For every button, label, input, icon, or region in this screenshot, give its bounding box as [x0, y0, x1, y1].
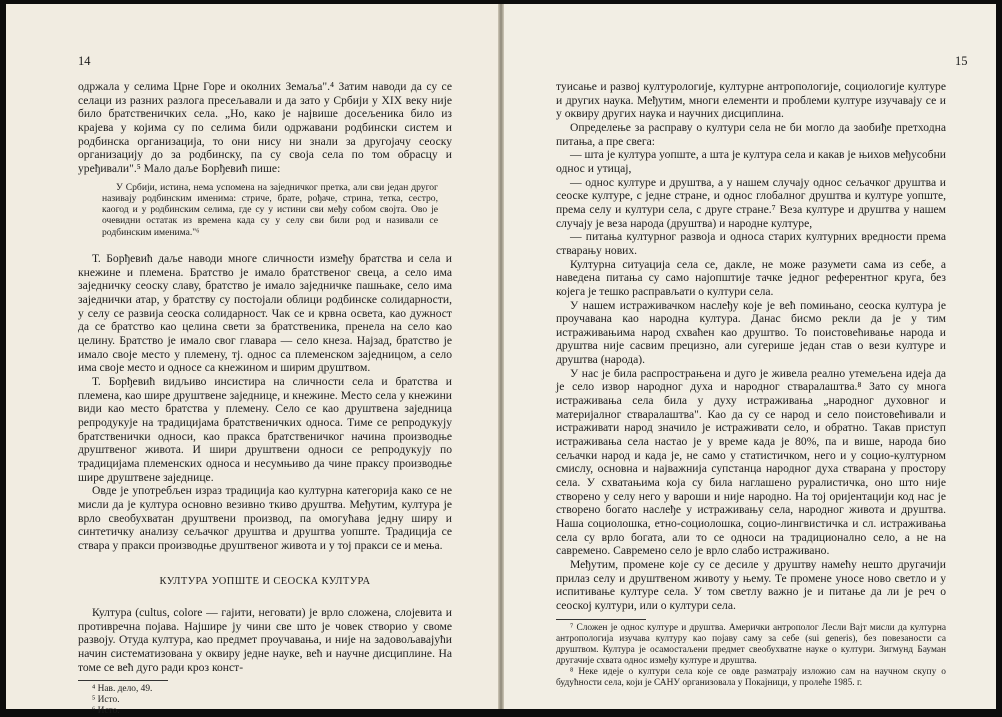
left-page-body — [78, 80, 452, 717]
left-page — [6, 4, 498, 717]
paragraph: Културна ситуација села се, дакле, не може разумети сама из себе, а наведена питања су само најопштије тачке једног референтног круга, без којега је тешко расправљати о култури села. — [556, 257, 946, 298]
paragraph: Међутим, промене које су се десиле у друштву намећу нешто другачији прилаз селу и друштвеном животу у њему. Те промене уносе ново светло и у испитивање културе села. У том светлу важно је и питање да ли је реч о сеоској култури, или о култури села. — [556, 557, 946, 612]
footnote: ⁸ Неке идеје о култури села које се овде разматрају изложио сам на научном скупу о будућности села, који је САНУ организовала у Покајници, у пролеће 1985. г. — [556, 666, 946, 688]
list-item: — однос културе и друштва, а у нашем случају однос сељачког друштва и сеоске културе, с једне стране, и однос глобалног друштва и културе уопште, према селу и култури села, с друге стране.⁷ Веза културе и друштва у нашем случају је веза народа (друштва) и народне културе, — [556, 175, 946, 230]
page-number: 14 — [78, 54, 91, 68]
paragraph: Култура (cultus, colore — гајити, неговати) је врло сложена, слојевита и противречна појава. Најшире ју чини све што је човек створио у своме развоју. Отуда култура, као предмет проучавања, и није на задовољавајући начин систематизована у оквиру једне науке, већ и научне дисциплине. На томе се већ дуго ради кроз конст- — [78, 606, 452, 674]
paragraph: У нашем истраживачком наслеђу које је већ помињано, сеоска култура је проучавана као народна култура. Данас бисмо рекли да је у тим истраживањима народ схваћен као друштво. То поистовећивање народа и друштва није сасвим прецизно, али сугерише један став о вези културе и друштва (народа). — [556, 298, 946, 367]
section-heading: КУЛТУРА УОПШТЕ И СЕОСКА КУЛТУРА — [159, 575, 371, 587]
paragraph: Определење за расправу о култури села не би могло да заобиђе претходна питања, а пре свега: — [556, 120, 946, 148]
paragraph: Овде је употребљен израз традиција као културна категорија како се не мисли да је култура основно везивно ткиво друштва. Међутим, култура је врло свеобухватан друштвени производ, па омогућава једну ширу и синтетичку анализу сељачког друштва и друштва уопште. Традиција се ствара у пракси производње друштвеног живота и у тој пракси се и мења. — [78, 484, 452, 552]
footnote: ⁵ Исто. — [92, 695, 120, 706]
list-item: — питања културног развоја и односа старих културних вредности према стварању нових. — [556, 230, 946, 257]
footnote: ⁷ Сложен је однос културе и друштва. Амерички антрополог Лесли Вајт мисли да културна антропологија изучава културу као појаву саму за себе (sui generis), без повезаности са друштвом. Култура је осамостаљени предмет свеобухватне науке о култури. Зигмунд Бауман другачије схвата однос између културе и друштва. — [556, 622, 946, 666]
right-page — [504, 4, 996, 709]
footnote: ⁶ Исто. — [92, 706, 120, 717]
list-item: — шта је култура уопште, а шта је култура села и какав је њихов међусобни однос и утицај, — [556, 148, 946, 175]
footnote: ⁴ Нав. дело, 49. — [92, 684, 153, 695]
footnote-rule — [78, 680, 168, 681]
page-number: 15 — [955, 54, 968, 68]
paragraph: Т. Борђевић даље наводи многе сличности између братства и села и кнежине и племена. Братство је имало братственог свеца, а село има заједничку сеоску славу, братство је имало заједничке пашњаке, село има заједнички атар, у братству су постојали облици родбинске солидарности, у селу се развија сеоска солидарност. Чак се и крвна освета, као дужност да се братство као целина свети за братственика, пренела на село као целину. Братство је имало свог главара — село кнеза. Најзад, братство је имало своје место у племену, тј. однос са племенском заједницом, а село има своје место и односе са кнежином и ширим друштвом. — [78, 252, 452, 375]
paragraph: одржала у селима Црне Горе и околних Земаља".⁴ Затим наводи да су се селаци из разних разлога пресељавали и да зато у Србији у XIX веку није било братственичких села. „Но, како је највише досељеника било из крајева у којима су по селима били одржавани родбински систем и родбинска организација, то они нису ни знали за другојачу сеоску организацију до за родбинску, па су своја села по том обрасцу и уређивали".⁵ Мало даље Борђевић пише: — [78, 80, 452, 175]
block-quote: У Србији, истина, нема успомена на заједничког претка, али сви један другог називају родбинским именима: стриче, брате, рођаче, стрина, тетка, сестро, каогод и у родбинским селима, где су у истини сви међу собом својта. Ово је очевидни остатак из времена када су у селу сви били род и називали се родбинским именима."⁶ — [102, 181, 438, 238]
paragraph: У нас је била распрострањена и дуго је живела реално утемељена идеја да је село извор народног духа и народног стваралаштва.⁸ Зато су многа истраживања села била у духу истраживања „народног духовног и материјалног стваралаштва". Као да су се народ и село поистовећивали и истраживати народ значило је истраживати село, и обратно. Такав приступ истраживања села настао је у време када је 80%, па и више, народа био сељачки народ и када је, не само у статистичком, него и у социо-културном смислу, основна и најважнија супстанца народног духа стварана у простору села. У схватањима која су била наглашено руралистичка, оно што није створено у селу него у вароши и није народно. На тој оријентацији код нас је створено богато наслеђе у истраживању села, народног живота и друштва. Наша социолошка, етно-социолошка, социо-лингвистичка и сл. истраживања села су врло богата, али то се односи на традиционално село, а не на савремено. Савремено село је врло слабо истраживано. — [556, 366, 946, 558]
paragraph: туисање и развој културологије, културне антропологије, социологије културе и других наука. Међутим, многи елементи и проблеми културе изучавају се и у оквиру других наука и научних дисциплина. — [556, 80, 946, 121]
footnote-rule — [556, 619, 646, 620]
paragraph: Т. Борђевић видљиво инсистира на сличности села и братства и племена, као шире друштвене заједнице, и кнежине. Место села у кнежини види као место братства у племену. Село се као друштвена заједница репродукује на традицијама братственичких односа. Тиме се репродукују братственички односи, као пракса братственичког начина производње друштвеног живота. И шири друштвени односи се репродукују по традицијама племенских односа и несумњиво да чине праксу производње шире друштвене заједнице. — [78, 374, 452, 484]
right-page-body — [556, 80, 946, 689]
